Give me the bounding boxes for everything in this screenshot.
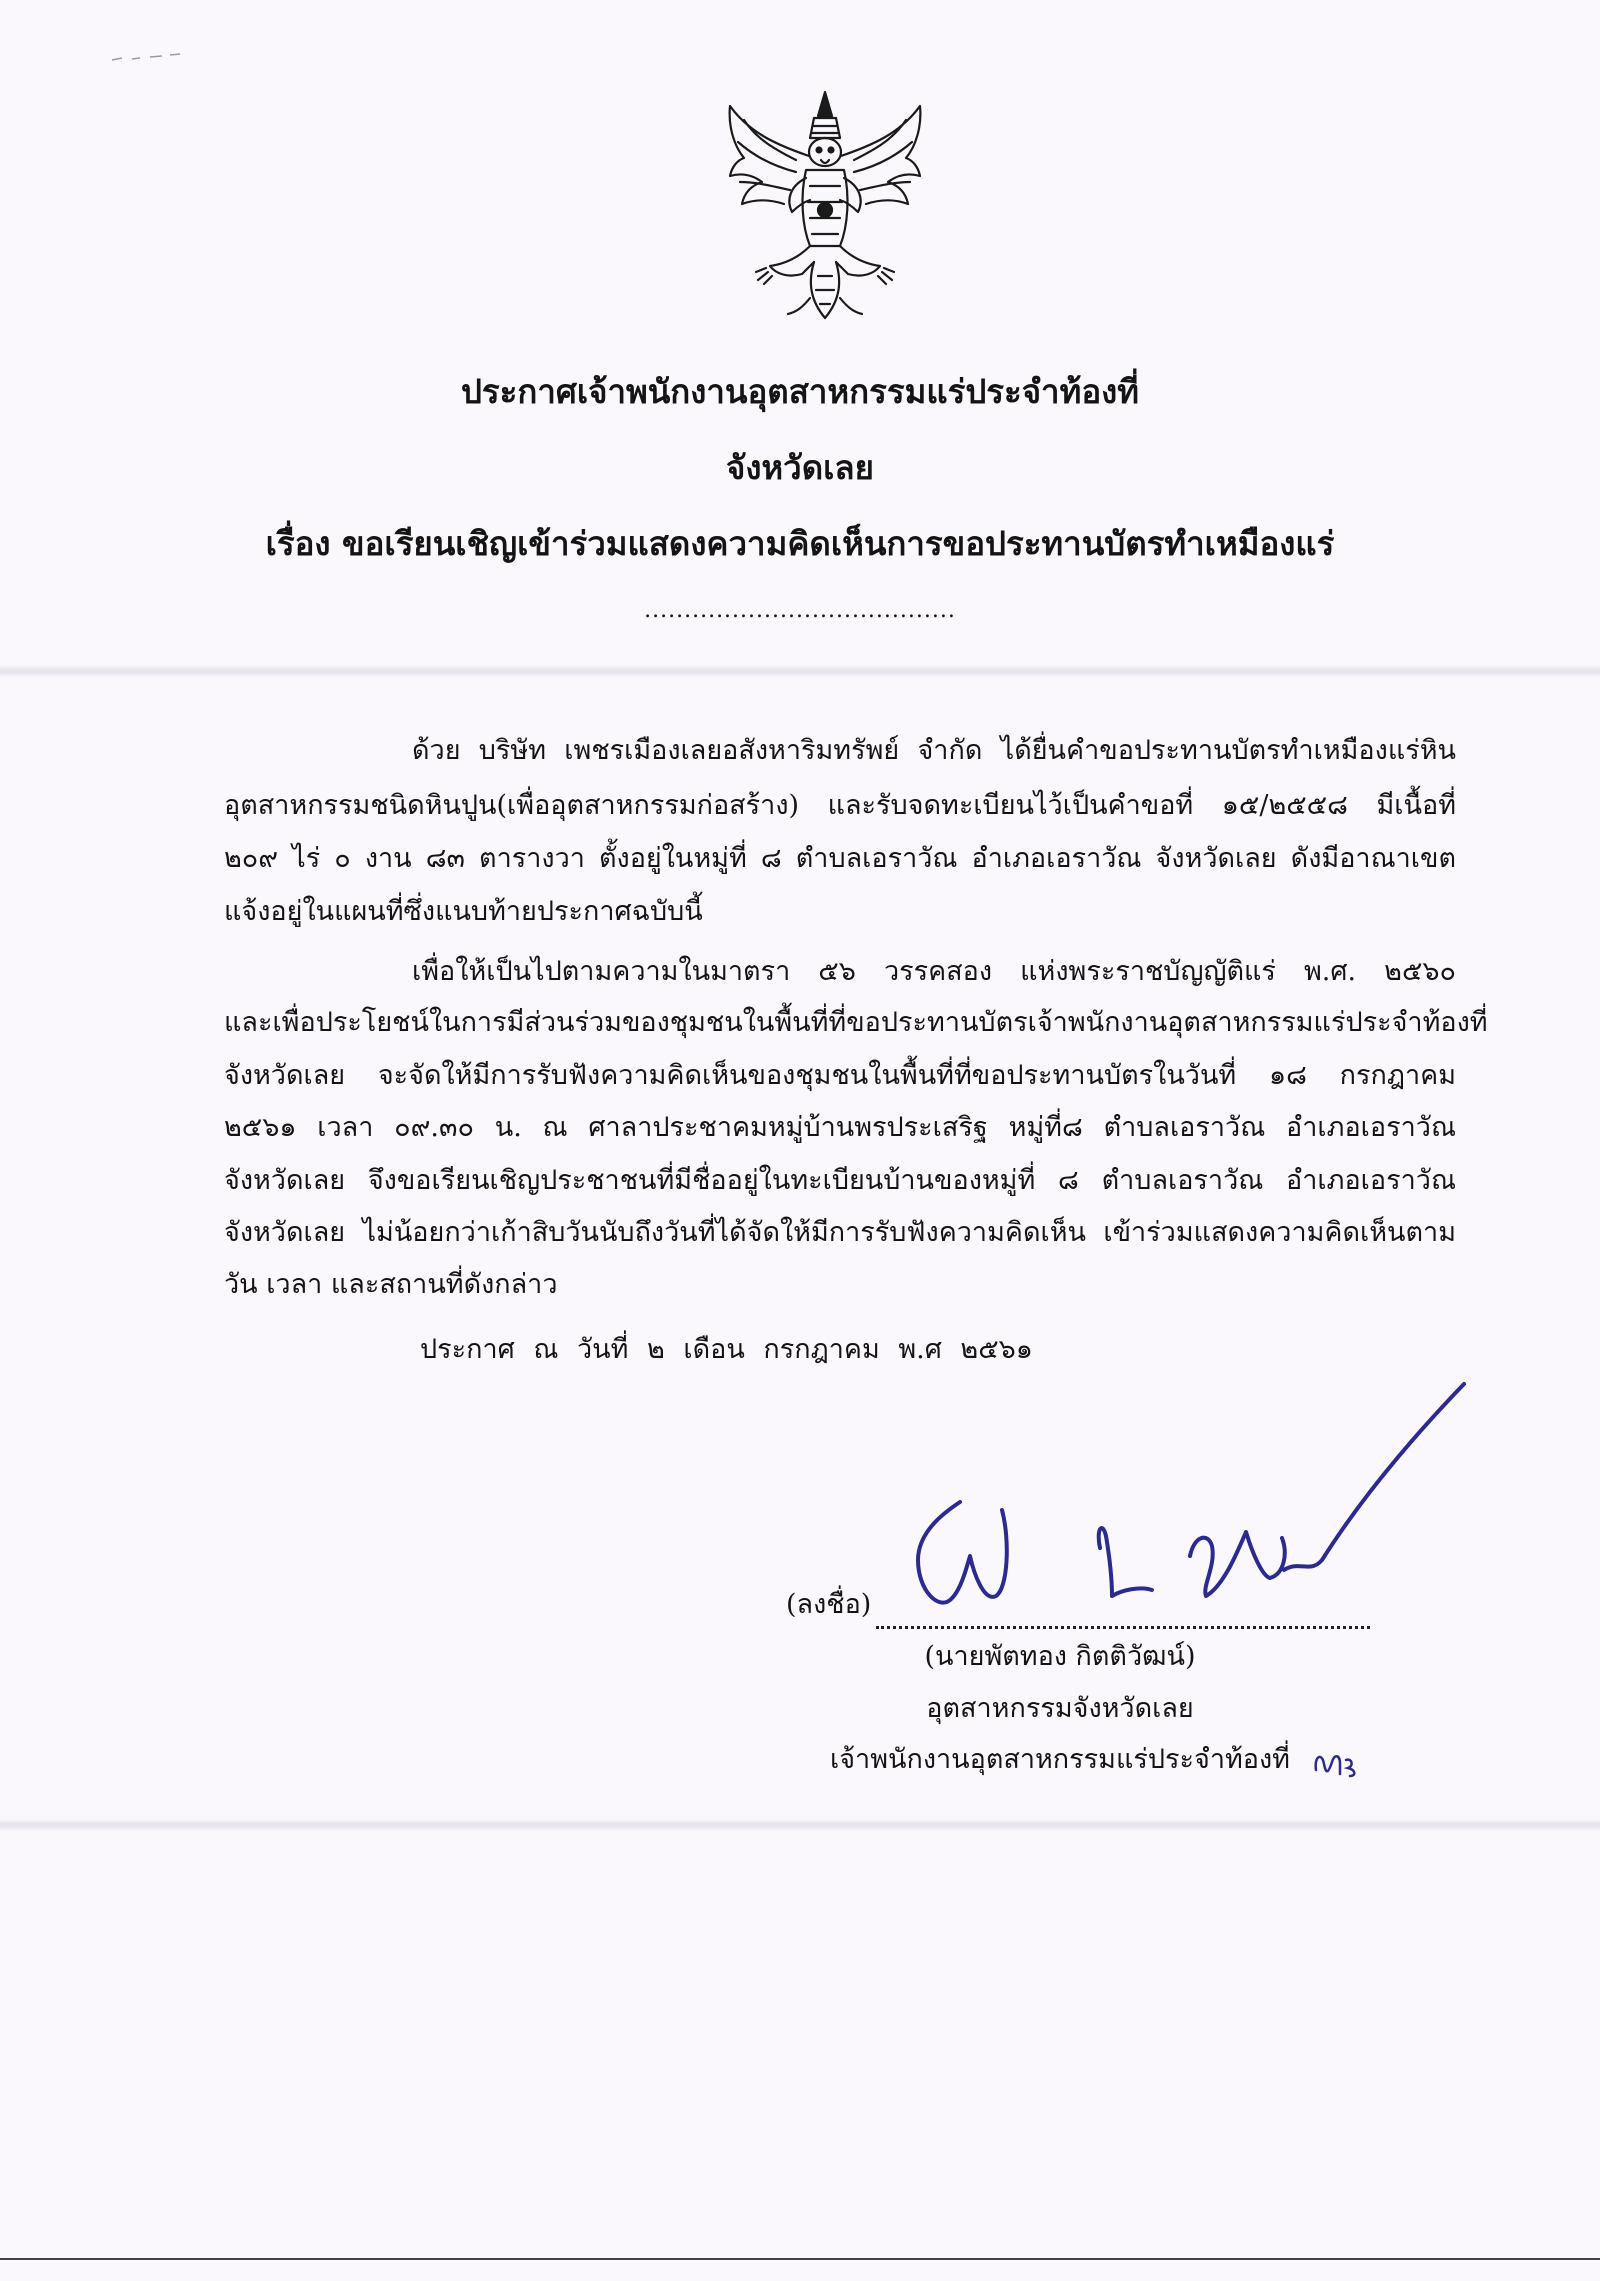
- paragraph2-line: จังหวัดเลย จะจัดให้มีการรับฟังความคิดเห็นของชุมชนในพื้นที่ที่ขอประทานบัตรในวันที่ ๑๘ กรกฎาคม: [224, 1060, 1456, 1091]
- announcement-title: ประกาศเจ้าพนักงานอุตสาหกรรมแร่ประจำท้องที่: [460, 372, 1140, 411]
- paragraph1-line: อุตสาหกรรมชนิดหินปูน(เพื่ออุตสาหกรรมก่อสร้าง) และรับจดทะเบียนไว้เป็นคำขอที่ ๑๕/๒๕๕๘ มีเนื้อที่: [224, 790, 1456, 821]
- handwritten-initial: [1310, 1740, 1362, 1780]
- paragraph1-line: แจ้งอยู่ในแผนที่ซึ่งแนบท้ายประกาศฉบับนี้: [224, 896, 703, 927]
- paragraph1-line: ด้วย บริษัท เพชรเมืองเลยอสังหาริมทรัพย์ จำกัด ได้ยื่นคำขอประทานบัตรทำเหมืองแร่หิน: [412, 735, 1456, 766]
- handwritten-signature: [890, 1360, 1490, 1630]
- garuda-emblem-icon: [710, 86, 940, 326]
- province-heading: จังหวัดเลย: [725, 448, 874, 487]
- signer-official-title: เจ้าพนักงานอุตสาหกรรมแร่ประจำท้องที่: [830, 1744, 1290, 1775]
- paragraph2-line: วัน เวลา และสถานที่ดังกล่าว: [224, 1269, 558, 1300]
- heading-separator: .......................................: [644, 598, 956, 623]
- paper-fold-upper: [0, 664, 1600, 678]
- announcement-date: ประกาศ ณ วันที่ ๒ เดือน กรกฎาคม พ.ศ ๒๕๖๑: [420, 1334, 1033, 1365]
- scan-edge-line: [0, 2258, 1600, 2260]
- signer-position: อุตสาหกรรมจังหวัดเลย: [926, 1693, 1194, 1724]
- signer-name: (นายพัตทอง กิตติวัฒน์): [924, 1641, 1196, 1672]
- paragraph2-line: เพื่อให้เป็นไปตามความในมาตรา ๕๖ วรรคสอง แห่งพระราชบัญญัติแร่ พ.ศ. ๒๕๖๐: [412, 956, 1456, 987]
- paper-fold-lower: [0, 1818, 1600, 1832]
- subject-heading: เรื่อง ขอเรียนเชิญเข้าร่วมแสดงความคิดเห็นการขอประทานบัตรทำเหมืองแร่: [265, 524, 1335, 563]
- paragraph2-line: จังหวัดเลย ไม่น้อยกว่าเก้าสิบวันนับถึงวันที่ได้จัดให้มีการรับฟังความคิดเห็น เข้าร่วมแสดงความคิดเห็นตาม: [224, 1217, 1456, 1248]
- paragraph2-line: ๒๕๖๑ เวลา ๐๙.๓๐ น. ณ ศาลาประชาคมหมู่บ้านพรประเสริฐ หมู่ที่๘ ตำบลเอราวัณ อำเภอเอราวัณ: [224, 1112, 1456, 1143]
- paragraph1-line: ๒๐๙ ไร่ ๐ งาน ๘๓ ตารางวา ตั้งอยู่ในหมู่ที่ ๘ ตำบลเอราวัณ อำเภอเอราวัณ จังหวัดเลย ดังมีอาณาเขต: [224, 843, 1456, 874]
- signature-label: (ลงชื่อ): [786, 1589, 872, 1620]
- scan-smudge: [110, 52, 190, 64]
- paragraph2-line: จังหวัดเลย จึงขอเรียนเชิญประชาชนที่มีชื่ออยู่ในทะเบียนบ้านของหมู่ที่ ๘ ตำบลเอราวัณ อำเภอเอราวัณ: [224, 1165, 1456, 1196]
- paragraph2-line: และเพื่อประโยชน์ในการมีส่วนร่วมของชุมชนในพื้นที่ที่ขอประทานบัตรเจ้าพนักงานอุตสาหกรรมแร่ประจำท้องที่: [224, 1007, 1488, 1038]
